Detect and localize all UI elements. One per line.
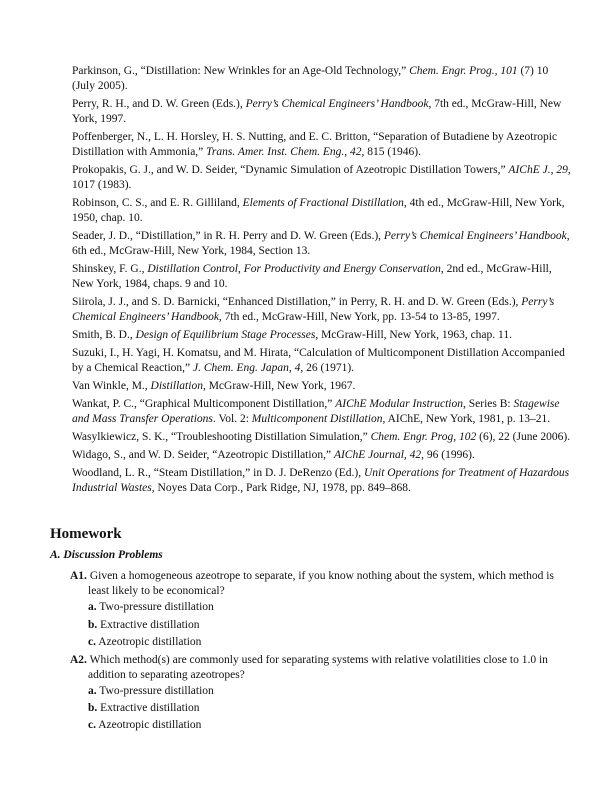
option-item: c. Azeotropic distillation [88,719,202,731]
section-heading: A. Discussion Problems [50,549,163,561]
reference-item: Poffenberger, N., L. H. Horsley, H. S. Nutting, and E. C. Britton, “Separation of Butadiene by Azeotropic Distillation with Ammonia,” Trans. Amer. Inst. Chem. Eng., 42, 815 (1946). [72,131,558,158]
reference-item: Siirola, J. J., and S. D. Barnicki, “Enhanced Distillation,” in Perry, R. H. and D. W. Green (Eds.), Perry’s Chemical Engineers’ Handbook, 7th ed., McGraw-Hill, New York, pp. 13-54 to 13-85, 1997. [72,296,555,323]
reference-item: Robinson, C. S., and E. R. Gilliland, Elements of Fractional Distillation, 4th ed., McGraw-Hill, New York, 1950, chap. 10. [72,197,565,224]
reference-item: Van Winkle, M., Distillation, McGraw-Hill, New York, 1967. [72,380,356,392]
reference-item: Woodland, L. R., “Steam Distillation,” in D. J. DeRenzo (Ed.), Unit Operations for Treatment of Hazardous Industrial Wastes, Noyes Data Corp., Park Ridge, NJ, 1978, pp. 849–868. [72,467,570,494]
reference-item: Shinskey, F. G., Distillation Control, For Productivity and Energy Conservation, 2nd ed., McGraw-Hill, New York, 1984, chaps. 9 and 10. [72,263,552,290]
question-text: Given a homogeneous azeotrope to separate, if you know nothing about the system, which method is least likely to be economical? [88,570,554,597]
reference-item: Prokopakis, G. J., and W. D. Seider, “Dynamic Simulation of Azeotropic Distillation Towers,” AIChE J., 29, 1017 (1983). [72,164,571,191]
question-number: A1. [70,570,87,582]
reference-item: Wasylkiewicz, S. K., “Troubleshooting Distillation Simulation,” Chem. Engr. Prog, 102 (6), 22 (June 2006). [72,431,571,443]
question-a1 [70,569,570,599]
reference-item: Smith, B. D., Design of Equilibrium Stage Processes, McGraw-Hill, New York, 1963, chap. 11. [72,329,512,341]
option-item: a. Two-pressure distillation [88,685,214,697]
question-a2 [70,653,570,683]
option-item: c. Azeotropic distillation [88,636,202,648]
homework-heading: Homework [50,526,122,542]
reference-item: Perry, R. H., and D. W. Green (Eds.), Perry’s Chemical Engineers’ Handbook, 7th ed., McGraw-Hill, New York, 1997. [72,98,562,125]
reference-item: Widago, S., and W. D. Seider, “Azeotropic Distillation,” AIChE Journal, 42, 96 (1996). [72,449,475,461]
option-item: a. Two-pressure distillation [88,601,214,613]
option-item: b. Extractive distillation [88,619,200,631]
reference-item: Parkinson, G., “Distillation: New Wrinkles for an Age-Old Technology,” Chem. Engr. Prog., 101 (7) 10 (July 2005). [72,65,549,92]
question-text: Which method(s) are commonly used for separating systems with relative volatilities close to 1.0 in addition to separating azeotropes? [88,654,548,681]
reference-item: Suzuki, I., H. Yagi, H. Komatsu, and M. Hirata, “Calculation of Multicomponent Distillation Accompanied by a Chemical Reaction,” J. Chem. Eng. Japan, 4, 26 (1971). [72,347,565,374]
reference-list [72,64,572,499]
option-item: b. Extractive distillation [88,702,200,714]
reference-item: Seader, J. D., “Distillation,” in R. H. Perry and D. W. Green (Eds.), Perry’s Chemical Engineers’ Handbook, 6th ed., McGraw-Hill, New York, 1984, Section 13. [72,230,570,257]
reference-item: Wankat, P. C., “Graphical Multicomponent Distillation,” AIChE Modular Instruction, Series B: Stagewise and Mass Transfer Operations. Vol. 2: Multicomponent Distillation, AIChE, New York, 1981, p. 13–21. [72,398,560,425]
question-number: A2. [70,654,87,666]
